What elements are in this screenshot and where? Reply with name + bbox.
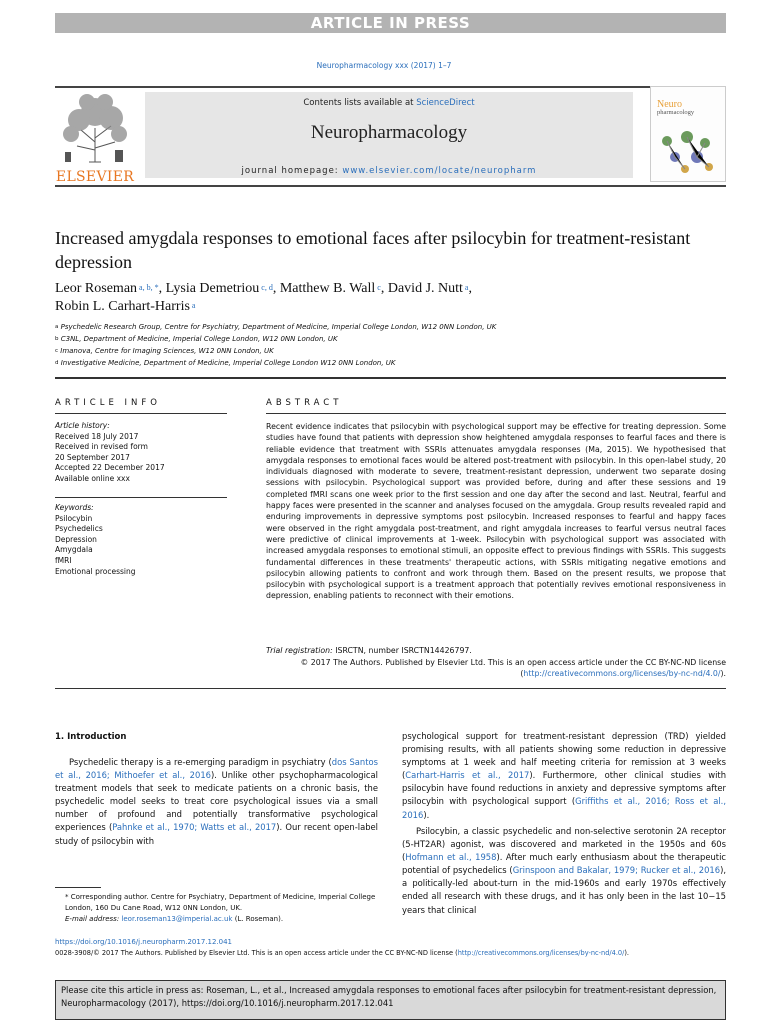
keywords-rule [55,497,227,498]
abstract-heading: ABSTRACT [266,398,343,408]
author-separator: , [380,281,388,296]
article-info-rule [55,413,227,414]
issn-license-line [55,949,726,957]
corresponding-author-footnote [55,892,378,925]
introduction-heading: 1. Introduction [55,732,127,742]
journal-cover-thumbnail[interactable] [650,86,726,182]
affiliations [55,321,715,369]
journal-title: Neuropharmacology [310,122,468,143]
article-title: Increased amygdala responses to emotional faces after psilocybin for treatment-resistant depression [55,228,691,272]
author-separator: , [468,281,472,296]
paragraph-text: psychological support for treatment-resistant depression (TRD) yielded promising results, with all patients showing some reduction in depressive symptoms at 1 week and half meeting criteria for remission at 3 weeks ( [402,731,726,781]
affiliation-mark: d [55,360,59,366]
keywords [55,503,227,577]
author-affiliation-mark[interactable]: a [189,301,196,310]
affiliation-text: Investigative Medicine, Department of Medicine, Imperial College London W12 0NN London, UK [58,359,396,367]
paragraph-text: ). After much early enthusiasm about the therapeutic potential of psychedelics ( [402,852,727,876]
footnote-rule [55,887,101,888]
keyword: Emotional processing [55,566,136,576]
email-label: E-mail address: [65,915,120,923]
email-link[interactable]: leor.roseman13@imperial.ac.uk [121,915,233,923]
abstract-rule [266,413,726,414]
column2-paragraph-1 [402,730,726,822]
homepage-line [145,166,633,176]
abstract-text: Recent evidence indicates that psilocybin with psychological support may be effective for treating depression. Some studies have found that patients with depression show heightened amygdala responses to fearful faces and there is reliable evidence that treatment with SSRIs attenuates amygdala responses (Ma, 2015). We hypothesised that amygdala responses to emotional faces would be altered post-treatment with psilocybin. In this open-label study, 20 individuals diagnosed with moderate to severe, treatment-resistant depression, underwent two separate dosing sessions with psilocybin. Psychological support was provided before, during and after these sessions and 19 completed fMRI scans one week prior to the first session and one day after the second and last. Neutral, fearful and happy faces were presented in the scanner and analyses focused on the amygdala. Group results revealed rapid and enduring improvements in depressive symptoms post psilocybin. Increased responses to fearful and happy faces were observed in the right amygdala post-treatment, and right amygdala increases to fearful versus neutral faces were predictive of clinical improvements at 1-week. Psilocybin with psychological support was associated with increased amygdala responses to emotional stimuli, an opposite effect to previous findings with SSRIs. This suggests fundamental differences in these treatments' therapeutic actions, with SSRIs mitigating negative emotions and psilocybin allowing patients to confront and work through them. Based on the present results, we propose that psilocybin with psychological support is a treatment approach that potentially revives emotional responsiveness in depression, enabling patients to reconnect with their emotions. [266,422,726,601]
history-item: Available online xxx [55,473,130,483]
publisher-name: ELSEVIER [55,169,135,185]
paragraph-text: Psilocybin, a classic psychedelic and non-selective serotonin 2A receptor (5-HT2AR) agonist, was discovered and marketed in the 1950s and 60s ( [402,826,726,863]
citation-link[interactable]: Grinspoon and Bakalar, 1979; Rucker et al., 2016 [512,865,721,876]
intro-paragraph-1 [55,756,378,848]
author-separator: , [272,281,280,296]
copyright-text: © 2017 The Authors. Published by Elsevier Ltd. This is an open access article under the CC BY-NC-ND license ( [300,658,726,679]
column2-paragraph-2 [402,825,726,917]
trial-registration [266,645,726,656]
homepage-link[interactable]: www.elsevier.com/locate/neuropharm [342,166,537,176]
history-label: Article history: [55,421,110,430]
corresponding-author: * Corresponding author. Centre for Psychiatry, Department of Medicine, Imperial College London, 160 Du Cane Road, W12 0NN London, UK. [65,893,376,912]
author-name: David J. Nutt [387,281,463,296]
keyword: Psilocybin [55,513,93,523]
author-name: Matthew B. Wall [279,281,376,296]
journal-masthead [55,86,726,185]
author-affiliation-mark[interactable]: c, d [259,283,273,292]
author-separator: , [158,281,166,296]
issn-text: 0028-3908/© 2017 The Authors. Published by Elsevier Ltd. This is an open access article under the CC BY-NC-ND license ( [55,949,458,957]
affiliation-text: Psychedelic Research Group, Centre for Psychiatry, Department of Medicine, Imperial College London, W12 0NN London, UK [58,323,497,331]
citation-link[interactable]: dos Santos et al., 2016; Mithoefer et al., 2016 [55,757,379,781]
homepage-prefix: journal homepage: [241,166,343,176]
issn-end: ). [624,949,630,957]
contents-line [145,98,633,108]
article-info-heading: ARTICLE INFO [55,398,161,408]
citation-box: Please cite this article in press as: Roseman, L., et al., Increased amygdala responses to emotional faces after psilocybin for treatment-resistant depression, Neuropharmacology (2017), https://doi.org/10.1016/j.neuropharm.2017.12.041 [55,980,726,1020]
citation-link[interactable]: Carhart-Harris et al., 2017 [405,770,530,781]
issn-license-link[interactable]: http://creativecommons.org/licenses/by-nc-nd/4.0/ [457,949,625,957]
paragraph-text: ). Furthermore, other clinical studies with psilocybin have found reductions in anxiety and depressive symptoms after psilocybin with psychological support ( [402,770,727,807]
trial-label: Trial registration: [266,646,333,655]
email-suffix: (L. Roseman). [232,915,284,923]
license-link[interactable]: http://creativecommons.org/licenses/by-nc-nd/4.0/ [523,669,721,679]
keywords-label: Keywords: [55,503,94,512]
affiliation-text: Imanova, Centre for Imaging Sciences, W12 0NN London, UK [58,347,274,355]
elsevier-tree-logo-icon[interactable] [55,90,135,185]
affiliation-item [55,357,715,369]
cover-title-b: pharmacology [657,109,695,116]
author-list [55,280,695,316]
cover-title-a: Neuro [657,99,682,110]
history-item: Received in revised form [55,442,148,452]
affiliation-mark: c [55,348,59,354]
affiliation-mark: a [55,324,59,330]
article-in-press-banner: ARTICLE IN PRESS [55,13,726,33]
author-affiliation-mark[interactable]: a [462,283,469,292]
author-name: Leor Roseman [55,281,138,296]
affiliation-mark: b [55,336,59,342]
citation-link[interactable]: Griffiths et al., 2016; Ross et al., 2016 [402,796,726,820]
masthead-bottom-rule [55,185,726,187]
affiliation-item [55,321,715,333]
journal-reference[interactable]: Neuropharmacology xxx (2017) 1–7 [316,61,452,70]
author-name: Lysia Demetriou [165,281,260,296]
author-affiliation-mark[interactable]: a, b, * [137,283,159,292]
trial-value: ISRCTN, number ISRCTN14426797. [332,646,472,655]
copyright-notice [266,657,726,680]
affiliation-text: C3NL, Department of Medicine, Imperial College London, W12 0NN London, UK [58,335,338,343]
keyword: fMRI [55,555,72,565]
masthead-center-panel [145,92,633,178]
citation-link[interactable]: Pahnke et al., 1970; Watts et al., 2017 [112,822,277,833]
history-item: Received 18 July 2017 [55,431,139,441]
affiliation-item [55,345,715,357]
paragraph-text: ). [423,809,430,820]
history-item: Accepted 22 December 2017 [55,463,165,473]
article-history [55,421,227,485]
sciencedirect-link[interactable]: ScienceDirect [416,98,475,108]
keyword: Depression [55,534,97,544]
paragraph-text: ). Our recent open-label study of psilocybin with [55,822,378,846]
history-item: 20 September 2017 [55,452,130,462]
author-affiliation-mark[interactable]: c [375,283,381,292]
doi-link[interactable]: https://doi.org/10.1016/j.neuropharm.2017.12.041 [55,938,232,946]
copyright-end: ). [720,669,726,679]
email-line [55,914,378,925]
abstract-end-rule [55,688,726,689]
paragraph-text: ). Unlike other psychopharmacological treatment models that seek to medicate patients on a chronic basis, the psychedelic model seeks to treat core psychological issues via a small number of profound and potentially transformative psychological experiences ( [55,770,378,833]
paragraph-text: ), a politically-led about-turn in the mid-1960s and early 1970s effectively ended all research with these drugs, and it has only been in the last 10−15 years that clinical [402,865,726,915]
keyword: Amygdala [55,545,93,555]
citation-link[interactable]: Hofmann et al., 1958 [405,852,497,863]
section-rule [55,377,726,379]
author-name: Robin L. Carhart-Harris [55,299,190,314]
affiliation-item [55,333,715,345]
paragraph-text: Psychedelic therapy is a re-emerging paradigm in psychiatry ( [69,757,332,767]
contents-prefix: Contents lists available at [303,98,417,108]
keyword: Psychedelics [55,524,103,534]
cover-molecule-icon [657,127,719,177]
